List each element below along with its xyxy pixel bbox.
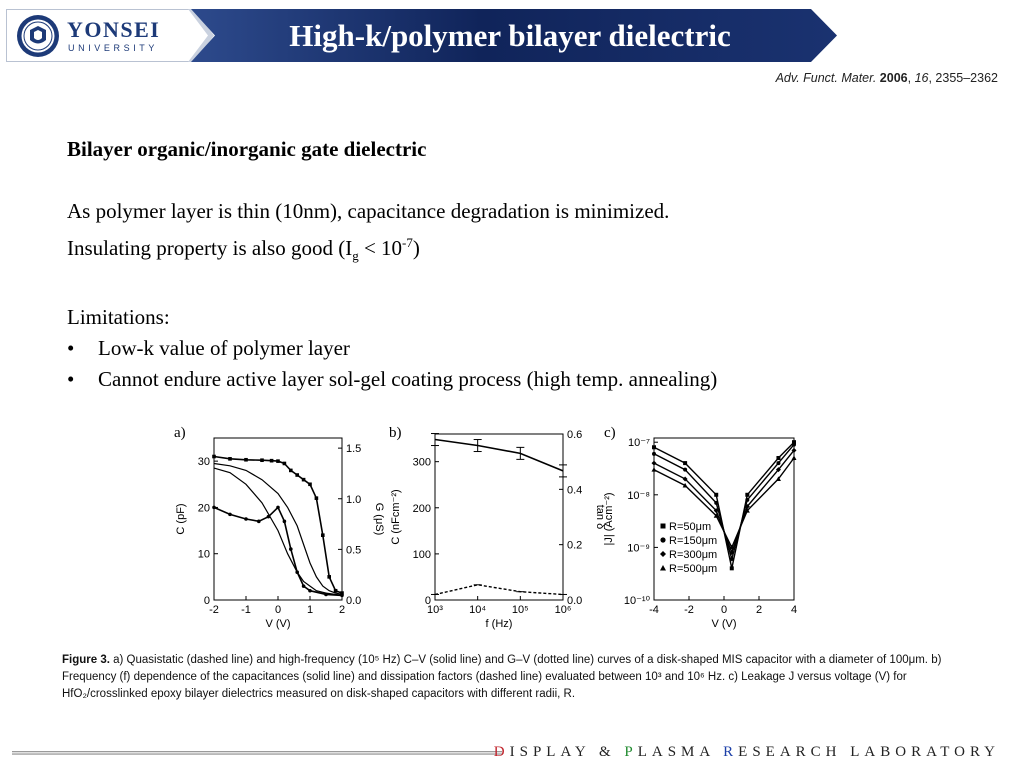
x-tick-label: -2 <box>209 604 219 616</box>
data-point <box>776 456 780 460</box>
legend-marker <box>661 524 666 529</box>
citation-volume: 16 <box>914 71 929 85</box>
y2-axis-label: G (μS) <box>373 502 385 536</box>
x-tick-label: -2 <box>684 604 694 616</box>
limitations-title: Limitations: <box>67 305 170 330</box>
x-tick-label: 10⁴ <box>469 604 487 616</box>
panel-label: a) <box>174 425 186 441</box>
series-line <box>214 464 342 595</box>
chart-panel-a <box>170 420 385 645</box>
data-point <box>321 533 325 537</box>
data-point <box>302 584 306 588</box>
panel-label: c) <box>604 425 616 441</box>
data-point <box>276 459 280 463</box>
list-item: • Cannot endure active layer sol-gel coating process (high temp. annealing) <box>67 367 718 392</box>
data-point <box>792 455 797 460</box>
data-point <box>212 455 216 459</box>
data-point <box>289 547 293 551</box>
citation-journal: Adv. Funct. Mater. <box>775 71 877 85</box>
data-point <box>212 506 216 510</box>
data-point <box>244 517 248 521</box>
data-point <box>714 501 718 505</box>
y2-axis-label: tan δ <box>594 504 606 530</box>
x-axis-label: V (V) <box>265 618 291 630</box>
y-tick-label: 0 <box>424 595 431 607</box>
data-point <box>302 478 306 482</box>
x-tick-label: 1 <box>306 604 314 616</box>
x-tick-label: 10⁶ <box>554 604 572 616</box>
footer-rule <box>12 751 502 755</box>
data-point <box>295 473 299 477</box>
x-tick-label: 10³ <box>427 604 443 616</box>
logo-subtitle: UNIVERSITY <box>68 43 159 53</box>
data-point <box>276 506 280 510</box>
y-tick-label: 0 <box>203 595 210 607</box>
data-point <box>652 467 657 472</box>
x-tick-label: 2 <box>755 604 763 616</box>
chart-panel-b <box>385 420 606 645</box>
data-point <box>745 493 749 497</box>
data-point <box>315 496 319 500</box>
legend-label: R=150μm <box>669 535 718 547</box>
y-axis-label: |J| (Acm⁻²) <box>603 492 615 546</box>
y2-tick-label: 0.6 <box>567 429 583 441</box>
legend-marker <box>660 551 666 557</box>
y-axis-label: C (nFcm⁻²) <box>390 489 402 545</box>
data-point <box>228 457 232 461</box>
data-point <box>730 557 734 561</box>
caption-label: Figure 3. <box>62 654 110 666</box>
y-tick-label: 20 <box>197 502 210 515</box>
data-point <box>652 461 657 466</box>
y-tick-label: 10⁻⁹ <box>627 542 650 555</box>
data-point <box>283 520 287 524</box>
x-tick-label: -1 <box>241 604 251 616</box>
y2-tick-label: 1.5 <box>346 443 362 456</box>
caption-text: a) Quasistatic (dashed line) and high-frequency (10⁵ Hz) C–V (solid line) and G–V (dotted line) curves of a disk-shaped MIS capacitor with a diameter of 100μm. b) Frequency (f) dependence of the capacitances (solid line) and dissipation factors (dashed line) evaluated between 10³ and 10⁶ Hz. c) Leakage J versus voltage (V) for HfO₂/crosslinked epoxy bilayer dielectrics measured on disk-shaped capacitors with different radii, R. <box>62 654 942 700</box>
y-tick-label: 100 <box>412 548 431 561</box>
data-point <box>260 458 264 462</box>
y-tick-label: 300 <box>412 456 431 469</box>
y2-tick-label: 0.5 <box>346 544 362 557</box>
panel-label: b) <box>389 425 402 441</box>
y2-tick-label: 0.2 <box>567 539 583 552</box>
data-point <box>730 566 734 570</box>
slide-title: High-k/polymer bilayer dielectric <box>289 18 731 53</box>
data-point <box>324 593 328 597</box>
data-point <box>327 575 331 579</box>
data-point <box>270 459 274 463</box>
legend-label: R=50μm <box>669 521 712 533</box>
y2-tick-label: 1.0 <box>346 493 362 506</box>
y-tick-label: 10⁻⁷ <box>627 437 650 450</box>
plot-frame <box>435 434 563 600</box>
legend-label: R=300μm <box>669 549 718 561</box>
citation-year: 2006 <box>879 71 908 85</box>
data-point <box>776 461 780 465</box>
limitations-list <box>67 333 947 395</box>
body-line-1: As polymer layer is thin (10nm), capacitance degradation is minimized. <box>67 199 670 223</box>
x-tick-label: 0 <box>720 604 728 616</box>
x-tick-label: 2 <box>338 604 346 616</box>
x-tick-label: 0 <box>274 604 282 616</box>
y-tick-label: 10 <box>197 548 210 561</box>
data-point <box>745 498 749 502</box>
x-tick-label: -4 <box>649 604 659 616</box>
y-tick-label: 10⁻⁸ <box>627 489 650 502</box>
data-point <box>652 445 656 449</box>
y-tick-label: 200 <box>412 502 431 515</box>
series-line <box>214 457 342 594</box>
data-point <box>340 594 344 598</box>
plot-frame <box>654 438 794 600</box>
data-point <box>267 515 271 519</box>
y2-tick-label: 0.0 <box>567 595 583 607</box>
y-axis-label: C (pF) <box>175 503 187 535</box>
y2-tick-label: 0.4 <box>567 484 583 497</box>
legend-marker <box>660 537 665 542</box>
body-line-2: Insulating property is also good $(I_g < 10^{-7})$ <box>67 235 420 264</box>
x-axis-label: V (V) <box>711 618 737 630</box>
capacitance-line <box>435 440 563 471</box>
data-point <box>308 589 312 593</box>
data-point <box>683 468 687 472</box>
legend-label: R=500μm <box>669 563 718 575</box>
x-axis-label: f (Hz) <box>485 618 513 630</box>
data-point <box>652 452 656 456</box>
x-tick-label: 4 <box>790 604 798 616</box>
dissipation-line <box>435 585 563 595</box>
footer-lab-name: DISPLAY & PLASMA RESEARCH LABORATORY <box>493 744 1000 760</box>
data-point <box>714 493 718 497</box>
yonsei-logo <box>6 9 218 62</box>
data-point <box>295 570 299 574</box>
y-tick-label: 10⁻¹⁰ <box>623 595 650 607</box>
logo-name: YONSEI <box>67 17 161 42</box>
citation-pages: 2355–2362 <box>935 71 998 85</box>
chart-panel-c <box>600 420 820 645</box>
university-seal-icon <box>16 14 60 58</box>
x-tick-label: 10⁵ <box>511 604 529 616</box>
y2-tick-label: 0.0 <box>346 595 362 607</box>
data-point <box>257 520 261 524</box>
y-tick-label: 30 <box>197 456 210 469</box>
citation: Adv. Funct. Mater. 2006, 16, 2355–2362 <box>775 71 998 85</box>
data-point <box>283 462 287 466</box>
data-point <box>244 458 248 462</box>
section-heading: Bilayer organic/inorganic gate dielectric <box>67 137 427 161</box>
data-point <box>792 443 796 447</box>
list-item: • Low-k value of polymer layer <box>67 336 350 361</box>
data-point <box>683 461 687 465</box>
figure-caption <box>62 652 962 703</box>
data-point <box>308 482 312 486</box>
legend-marker <box>660 565 666 571</box>
data-point <box>289 469 293 473</box>
slide-body <box>67 134 947 395</box>
data-point <box>228 513 232 517</box>
series-line <box>214 507 342 595</box>
